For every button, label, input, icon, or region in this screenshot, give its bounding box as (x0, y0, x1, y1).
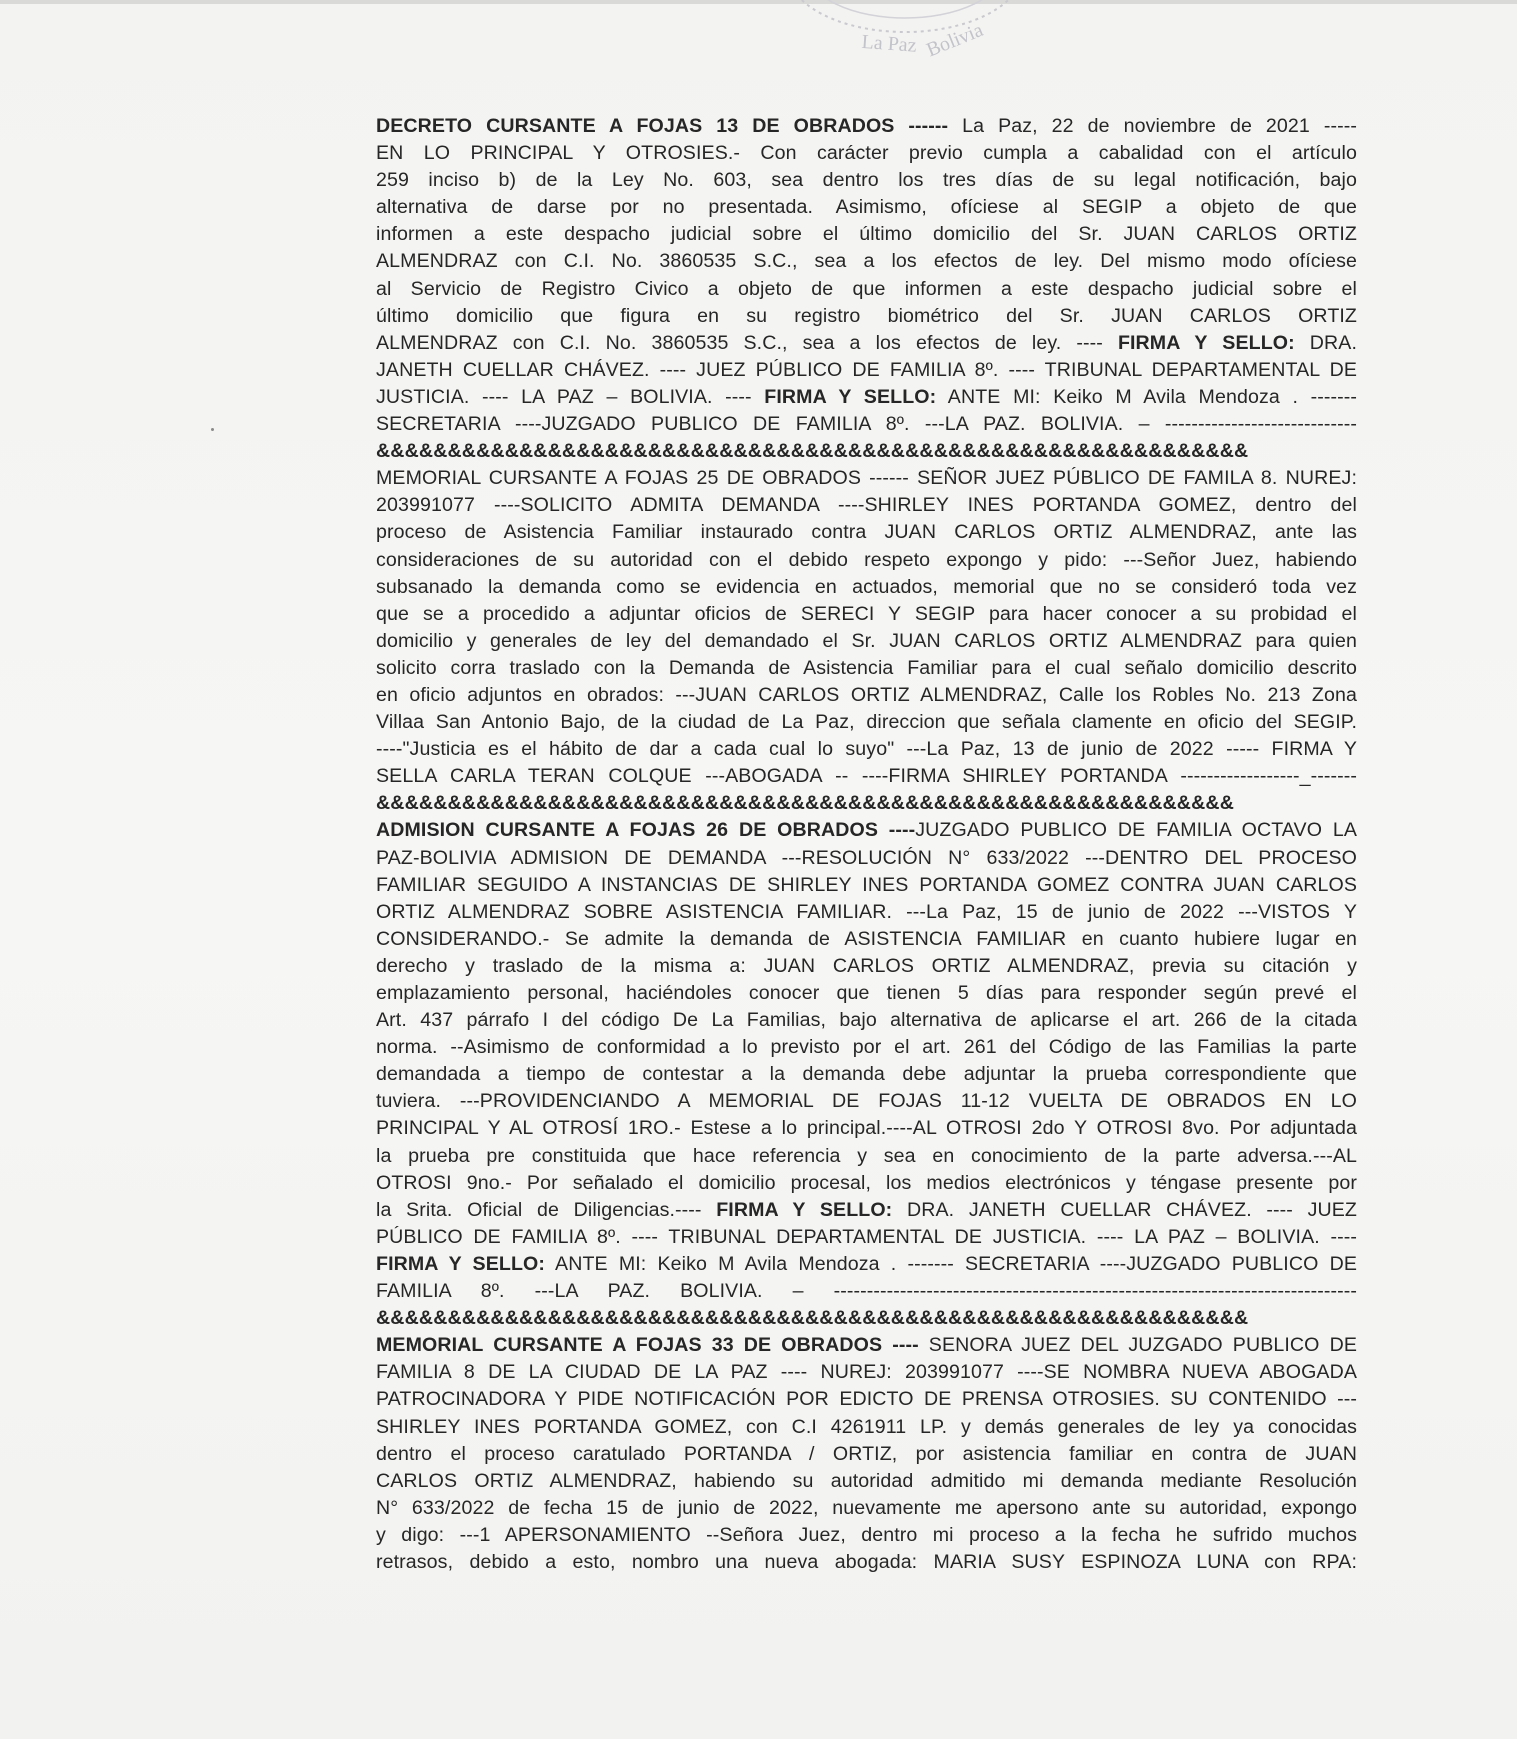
document-line (376, 384, 1357, 411)
document-line (376, 736, 1357, 763)
separator-line: &&&&&&&&&&&&&&&&&&&&&&&&&&&&&&&&&&&&&&&&&&&&&&&&&&&&&&&&&&&&& (376, 1307, 1249, 1330)
document-line (376, 276, 1357, 303)
bold-heading-text: MEMORIAL CURSANTE A FOJAS 33 DE OBRADOS ---- (376, 1334, 919, 1357)
body-text: Art. 437 párrafo I del código De La Familias, bajo alternativa de aplicarse el art. 266 de la citada (376, 1009, 1357, 1032)
document-line (376, 519, 1357, 546)
body-text: último domicilio que figura en su registro biométrico del Sr. JUAN CARLOS ORTIZ (376, 304, 1357, 327)
document-line (376, 465, 1357, 492)
body-text: que se a procedido a adjuntar oficios de SERECI Y SEGIP para hacer conocer a su probidad el (376, 602, 1357, 625)
body-text: ----"Justicia es el hábito de dar a cada cual lo suyo" ---La Paz, 13 de junio de 2022 ----- FIRMA Y (376, 738, 1357, 761)
bold-heading-text: ADMISION CURSANTE A FOJAS 26 DE OBRADOS ---- (376, 819, 916, 842)
document-line (376, 601, 1357, 628)
body-text: SENORA JUEZ DEL JUZGADO PUBLICO DE (918, 1334, 1357, 1357)
bold-heading-text: DECRETO CURSANTE A FOJAS 13 DE OBRADOS ------ (376, 115, 949, 137)
body-text: ANTE MI: Keiko M Avila Mendoza . ------- SECRETARIA ----JUZGADO PUBLICO DE (544, 1252, 1357, 1275)
body-text: proceso de Asistencia Familiar instaurado contra JUAN CARLOS ORTIZ ALMENDRAZ, ante las (376, 521, 1357, 544)
body-text: tuviera. ---PROVIDENCIANDO A MEMORIAL DE FOJAS 11-12 VUELTA DE OBRADOS EN LO (376, 1090, 1357, 1113)
document-line (376, 1468, 1357, 1495)
body-text: PÚBLICO DE FAMILIA 8º. ---- TRIBUNAL DEPARTAMENTAL DE JUSTICIA. ---- LA PAZ – BOLIVIA. ---- (376, 1225, 1357, 1248)
body-text: PAZ-BOLIVIA ADMISION DE DEMANDA ---RESOLUCIÓN N° 633/2022 ---DENTRO DEL PROCESO (376, 846, 1357, 869)
document-line (376, 1170, 1357, 1197)
body-text: EN LO PRINCIPAL Y OTROSIES.- Con carácter previo cumpla a cabalidad con el artículo (376, 142, 1357, 165)
scan-speck (211, 428, 214, 431)
document-line (376, 899, 1357, 926)
bold-heading-text: FIRMA Y SELLO: (764, 385, 937, 408)
bold-heading-text: FIRMA Y SELLO: (1117, 331, 1295, 354)
body-text: OTROSI 9no.- Por señalado el domicilio procesal, los medios electrónicos y téngase presente por (376, 1171, 1357, 1194)
document-line (376, 1386, 1357, 1413)
stamp-text: La Paz (860, 30, 918, 57)
document-line (376, 411, 1357, 438)
body-text: informen a este despacho judicial sobre el último domicilio del Sr. JUAN CARLOS ORTIZ (376, 223, 1357, 246)
document-line (376, 303, 1357, 330)
document-line (376, 1495, 1357, 1522)
document-line (376, 709, 1357, 736)
document-line (376, 763, 1357, 790)
document-line (376, 926, 1357, 953)
bold-heading-text: FIRMA Y SELLO: (716, 1198, 893, 1221)
body-text: 203991077 ----SOLICITO ADMITA DEMANDA ----SHIRLEY INES PORTANDA GOMEZ, dentro del (376, 494, 1357, 517)
document-line (376, 1441, 1357, 1468)
body-text: emplazamiento personal, haciéndoles conocer que tienen 5 días para responder según prevé el (376, 982, 1357, 1004)
body-text: la prueba pre constituida que hace referencia y sea en conocimiento de la parte adversa.---AL (376, 1144, 1357, 1167)
body-text: la Srita. Oficial de Diligencias.---- (376, 1198, 717, 1221)
body-text: JUZGADO PUBLICO DE FAMILIA OCTAVO LA (915, 819, 1357, 842)
body-text: demandada a tiempo de contestar a la demanda debe adjuntar la prueba correspondiente que (376, 1063, 1357, 1086)
document-line (376, 1061, 1357, 1088)
body-text: ALMENDRAZ con C.I. No. 3860535 S.C., sea a los efectos de ley. Del mismo modo ofíciese (376, 250, 1357, 273)
body-text: FAMILIAR SEGUIDO A INSTANCIAS DE SHIRLEY INES PORTANDA GOMEZ CONTRA JUAN CARLOS (376, 873, 1357, 896)
body-text: FAMILIA 8 DE LA CIUDAD DE LA PAZ ---- NUREJ: 203991077 ----SE NOMBRA NUEVA ABOGADA (376, 1361, 1357, 1384)
court-stamp-seal (770, 0, 1040, 70)
document-line (376, 140, 1357, 167)
body-text: DRA. JANETH CUELLAR CHÁVEZ. ---- JUEZ (892, 1198, 1357, 1221)
body-text: ANTE MI: Keiko M Avila Mendoza . ------- (936, 385, 1357, 408)
body-text: N° 633/2022 de fecha 15 de junio de 2022, nuevamente me apersono ante su autoridad, expongo (376, 1496, 1357, 1519)
document-line (376, 547, 1357, 574)
body-text: norma. --Asimismo de conformidad a lo previsto por el art. 261 del Código de las Familias la parte (376, 1036, 1357, 1059)
document-line (376, 872, 1357, 899)
body-text: y digo: ---1 APERSONAMIENTO --Señora Juez, dentro mi proceso a la fecha he sufrido muchos (376, 1523, 1357, 1546)
document-line (376, 113, 1357, 140)
document-line (376, 221, 1357, 248)
separator-line: &&&&&&&&&&&&&&&&&&&&&&&&&&&&&&&&&&&&&&&&&&&&&&&&&&&&&&&&&&&&& (376, 440, 1249, 463)
document-line (376, 1007, 1357, 1034)
document-line (376, 1115, 1357, 1142)
document-line (376, 655, 1357, 682)
document-line (376, 167, 1357, 194)
document-line (376, 1305, 1357, 1332)
body-text: domicilio y generales de ley del demandado el Sr. JUAN CARLOS ORTIZ ALMENDRAZ para quien (376, 629, 1357, 652)
body-text: MEMORIAL CURSANTE A FOJAS 25 DE OBRADOS ------ SEÑOR JUEZ PÚBLICO DE FAMILA 8. NUREJ: (376, 467, 1357, 490)
document-line (376, 492, 1357, 519)
document-line (376, 1224, 1357, 1251)
body-text: PRINCIPAL Y AL OTROSÍ 1RO.- Estese a lo principal.----AL OTROSI 2do Y OTROSI 8vo. Por adjuntada (376, 1117, 1357, 1140)
body-text: consideraciones de su autoridad con el debido respeto expongo y pido: ---Señor Juez, habiendo (376, 548, 1357, 571)
document-line (376, 1088, 1357, 1115)
body-text: en oficio adjuntos en obrados: ---JUAN CARLOS ORTIZ ALMENDRAZ, Calle los Robles No. 213 Zona (376, 683, 1357, 706)
body-text: DRA. (1294, 331, 1357, 354)
document-line (376, 1332, 1357, 1359)
scan-top-edge (0, 0, 1517, 4)
body-text: solicito corra traslado con la Demanda de Asistencia Familiar para el cual señalo domicilio descrito (376, 656, 1357, 679)
body-text: JANETH CUELLAR CHÁVEZ. ---- JUEZ PÚBLICO DE FAMILIA 8º. ---- TRIBUNAL DEPARTAMENTAL DE (376, 358, 1357, 381)
document-line (376, 953, 1357, 980)
document-line (376, 1549, 1357, 1576)
document-line (376, 1522, 1357, 1549)
document-line (376, 194, 1357, 221)
body-text: ORTIZ ALMENDRAZ SOBRE ASISTENCIA FAMILIAR. ---La Paz, 15 de junio de 2022 ---VISTOS Y (376, 900, 1357, 923)
body-text: Villaa San Antonio Bajo, de la ciudad de La Paz, direccion que señala clamente en oficio del SEGIP. (376, 711, 1357, 734)
bold-heading-text: FIRMA Y SELLO: (376, 1252, 545, 1275)
document-line (376, 248, 1357, 275)
document-line (376, 357, 1357, 384)
body-text: SHIRLEY INES PORTANDA GOMEZ, con C.I 4261911 LP. y demás generales de ley ya conocidas (376, 1415, 1357, 1438)
body-text: JUSTICIA. ---- LA PAZ – BOLIVIA. ---- (376, 385, 765, 408)
body-text: 259 inciso b) de la Ley No. 603, sea dentro los tres días de su legal notificación, bajo (376, 169, 1357, 192)
body-text: al Servicio de Registro Civico a objeto de que informen a este despacho judicial sobre el (376, 277, 1357, 300)
body-text: dentro el proceso caratulado PORTANDA / ORTIZ, por asistencia familiar en contra de JUAN (376, 1442, 1357, 1465)
body-text: FAMILIA 8º. ---LA PAZ. BOLIVIA. – ------------------------------------------------------------------------------- (376, 1280, 1357, 1303)
document-line (376, 817, 1357, 844)
document-line (376, 980, 1357, 1007)
body-text: derecho y traslado de la misma a: JUAN CARLOS ORTIZ ALMENDRAZ, previa su citación y (376, 954, 1357, 977)
document-line (376, 438, 1357, 465)
document-line (376, 1278, 1357, 1305)
body-text: retrasos, debido a esto, nombro una nueva abogada: MARIA SUSY ESPINOZA LUNA con RPA: (376, 1550, 1357, 1573)
body-text: PATROCINADORA Y PIDE NOTIFICACIÓN POR EDICTO DE PRENSA OTROSIES. SU CONTENIDO --- (376, 1388, 1357, 1411)
document-body (376, 113, 1357, 1576)
body-text: alternativa de darse por no presentada. Asimismo, ofíciese al SEGIP a objeto de que (376, 196, 1357, 219)
document-line (376, 1251, 1357, 1278)
body-text: CONSIDERANDO.- Se admite la demanda de ASISTENCIA FAMILIAR en cuanto hubiere lugar en (376, 927, 1357, 950)
body-text: CARLOS ORTIZ ALMENDRAZ, habiendo su autoridad admitido mi demanda mediante Resolución (376, 1469, 1357, 1492)
body-text: ALMENDRAZ con C.I. No. 3860535 S.C., sea a los efectos de ley. ---- (376, 331, 1118, 354)
document-line (376, 628, 1357, 655)
body-text: subsanado la demanda como se evidencia en actuados, memorial que no se consideró toda vez (376, 575, 1357, 598)
document-line (376, 845, 1357, 872)
document-line (376, 790, 1357, 817)
body-text: SECRETARIA ----JUZGADO PUBLICO DE FAMILIA 8º. ---LA PAZ. BOLIVIA. – ----------------------------- (376, 413, 1357, 436)
document-line (376, 1414, 1357, 1441)
separator-line: &&&&&&&&&&&&&&&&&&&&&&&&&&&&&&&&&&&&&&&&&&&&&&&&&&&&&&&&&&&& (376, 792, 1234, 815)
body-text: SELLA CARLA TERAN COLQUE ---ABOGADA -- ----FIRMA SHIRLEY PORTANDA ------------------_------- (376, 765, 1357, 788)
stamp-text-country: Bolivia (923, 18, 987, 62)
body-text: La Paz, 22 de noviembre de 2021 ----- (948, 115, 1357, 137)
document-line (376, 1034, 1357, 1061)
document-line (376, 682, 1357, 709)
document-line (376, 1197, 1357, 1224)
document-line (376, 574, 1357, 601)
document-line (376, 1359, 1357, 1386)
document-line (376, 1143, 1357, 1170)
document-line (376, 330, 1357, 357)
